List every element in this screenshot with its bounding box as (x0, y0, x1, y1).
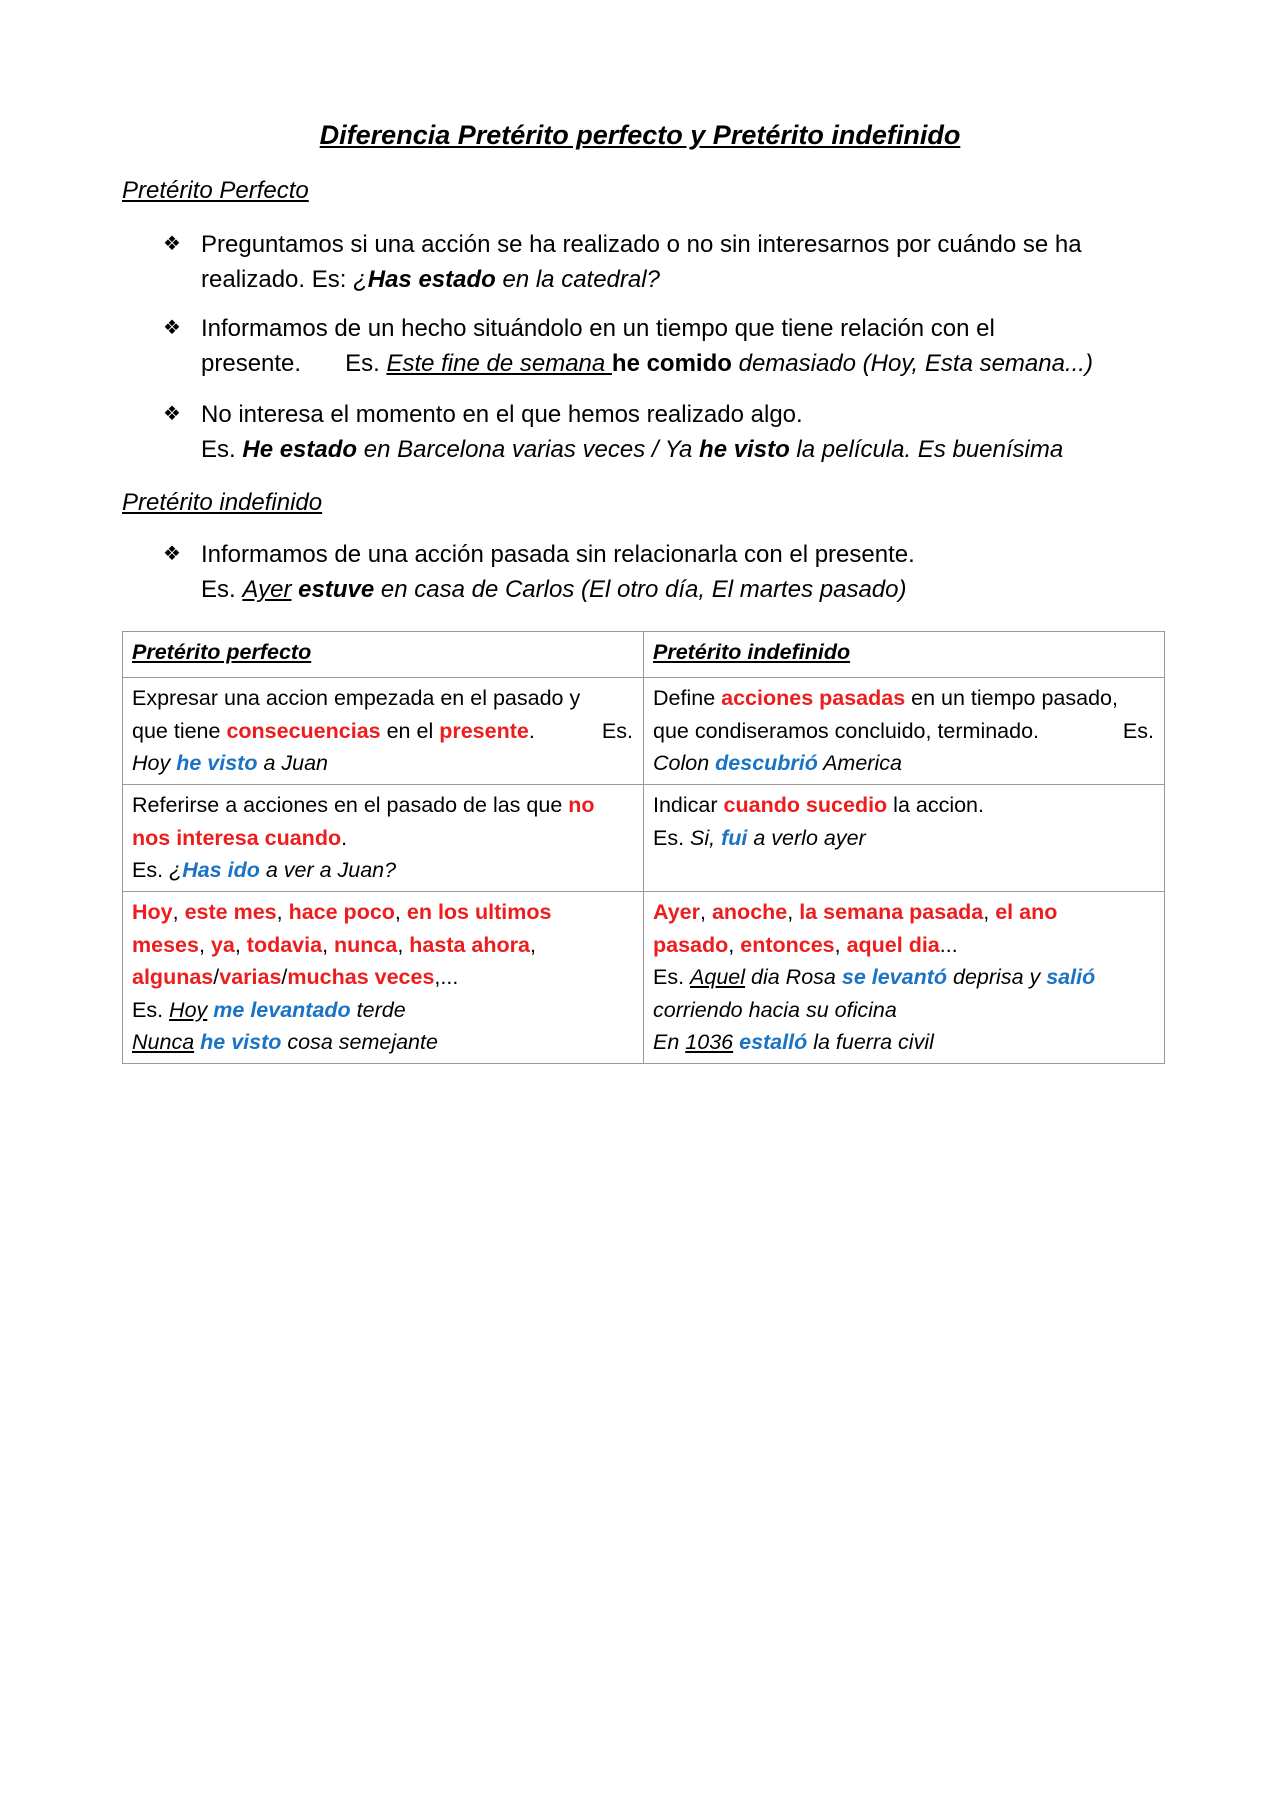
table-header-row (123, 632, 1165, 678)
bullet-item: ❖ Preguntamos si una acción se ha realizado o no sin interesarnos por cuándo se ha realizado. Es: ¿Has estado en la catedral? (163, 227, 1163, 297)
table-cell: Indicar cuando sucedio la accion. Es. Si, fui a verlo ayer (644, 785, 1165, 892)
document-title: Diferencia Pretérito perfecto y Pretérito indefinido (319, 120, 961, 150)
section-heading-preterito-perfecto: Pretérito Perfecto (122, 177, 309, 204)
diamond-bullet-icon: ❖ (163, 317, 181, 339)
bullet-item: ❖ Informamos de una acción pasada sin relacionarla con el presente. Es. Ayer estuve en casa de Carlos (El otro día, El martes pasado) (163, 537, 1163, 607)
table-row (123, 678, 1165, 785)
diamond-bullet-icon: ❖ (163, 543, 181, 565)
comparison-table (122, 631, 1165, 1064)
table-cell: Expresar una accion empezada en el pasado y que tiene consecuencias en el presente. Es. Hoy he visto a Juan (123, 678, 644, 785)
table-header-cell: Pretérito indefinido (644, 632, 1165, 678)
diamond-bullet-icon: ❖ (163, 403, 181, 425)
table-cell: Hoy, este mes, hace poco, en los ultimos meses, ya, todavia, nunca, hasta ahora, algunas/varias/muchas veces,... Es. Hoy me levantado terde Nunca he visto cosa semejante (123, 892, 644, 1064)
bullet-item: ❖ Informamos de un hecho situándolo en un tiempo que tiene relación con el presente. Es. Este fine de semana he comido demasiado (Hoy, Esta semana...) (163, 311, 1163, 381)
bullet-item: ❖ No interesa el momento en el que hemos realizado algo. Es. He estado en Barcelona varias veces / Ya he visto la película. Es buenísima (163, 397, 1163, 467)
table-row (123, 892, 1165, 1064)
table-row (123, 785, 1165, 892)
table-cell: Define acciones pasadas en un tiempo pasado, que condiseramos concluido, terminado. Es. Colon descubrió America (644, 678, 1165, 785)
table-cell: Referirse a acciones en el pasado de las que no nos interesa cuando. Es. ¿Has ido a ver a Juan? (123, 785, 644, 892)
diamond-bullet-icon: ❖ (163, 233, 181, 255)
table-header-cell: Pretérito perfecto (123, 632, 644, 678)
section-heading-preterito-indefinido: Pretérito indefinido (122, 489, 323, 516)
table-cell: Ayer, anoche, la semana pasada, el ano pasado, entonces, aquel dia... Es. Aquel dia Rosa se levantó deprisa y salió corriendo hacia su oficina En 1036 estalló la fuerra civil (644, 892, 1165, 1064)
